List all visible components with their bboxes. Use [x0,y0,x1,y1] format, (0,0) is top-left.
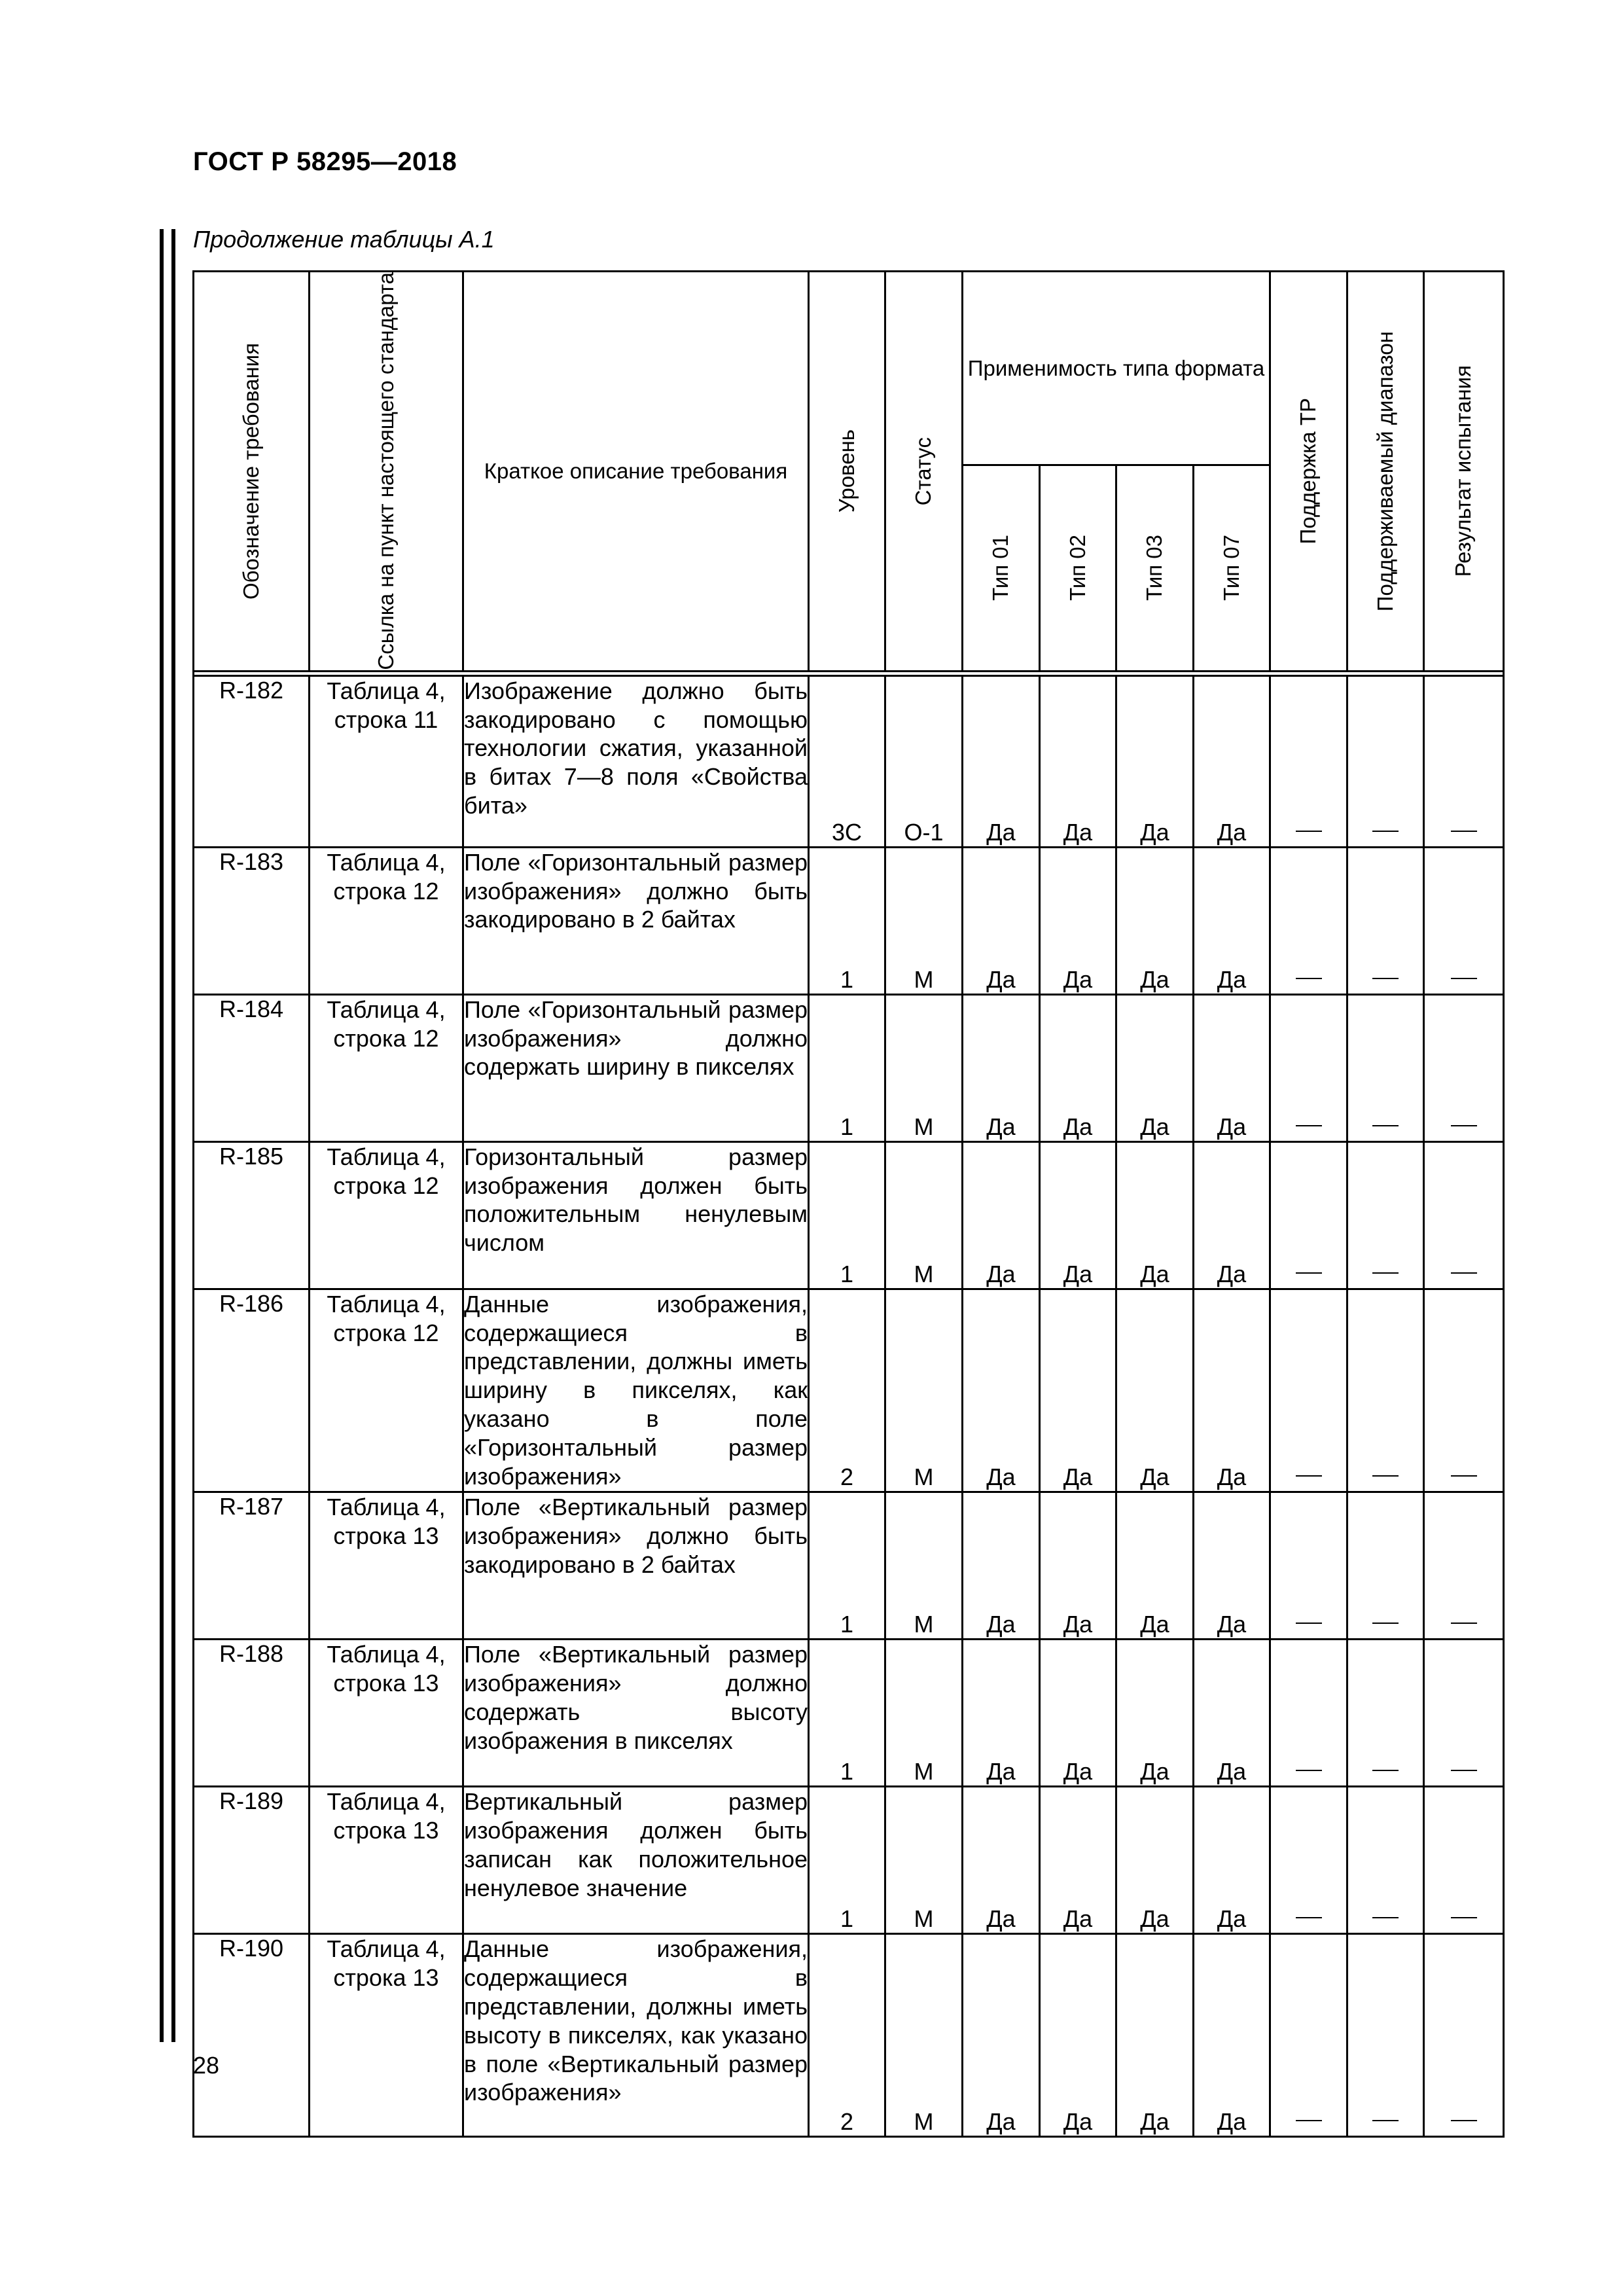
row-id: R-190 [194,1933,310,2136]
row-type-07: Да [1194,1639,1270,1786]
row-type-03: Да [1116,1933,1194,2136]
row-type-01: Да [963,675,1040,847]
row-desc: Поле «Вертикальный размер изображения» должно содержать высоту изображения в пикселях [463,1639,809,1786]
row-level: 1 [809,1639,885,1786]
row-desc: Вертикальный размер изображения должен быть записан как положительное ненулевое значение [463,1786,809,1933]
row-level: 1 [809,994,885,1141]
row-type-03: Да [1116,847,1194,994]
row-ref: Таблица 4, строка 12 [310,1289,463,1492]
row-ref: Таблица 4, строка 12 [310,847,463,994]
header-range: Поддерживаемый диапазон [1347,272,1424,672]
header-type-01: Тип 01 [963,465,1040,671]
dash-mark [1296,978,1322,979]
row-type-02: Да [1040,1639,1116,1786]
row-ref: Таблица 4, строка 13 [310,1492,463,1639]
row-tr [1270,1786,1347,1933]
row-type-02: Да [1040,1289,1116,1492]
row-desc: Поле «Вертикальный размер изображения» должно быть закодировано в 2 байтах [463,1492,809,1639]
row-result [1424,1639,1504,1786]
dash-mark [1372,1272,1399,1274]
row-range [1347,1141,1424,1289]
row-result [1424,1141,1504,1289]
dash-mark [1372,1475,1399,1477]
row-type-03: Да [1116,994,1194,1141]
row-type-02: Да [1040,675,1116,847]
row-ref: Таблица 4, строка 11 [310,675,463,847]
row-type-03: Да [1116,1289,1194,1492]
row-type-02: Да [1040,1141,1116,1289]
row-id: R-184 [194,994,310,1141]
header-type-02: Тип 02 [1040,465,1116,671]
dash-mark [1451,1272,1477,1274]
row-type-01: Да [963,1786,1040,1933]
row-ref: Таблица 4, строка 13 [310,1639,463,1786]
row-range [1347,1289,1424,1492]
row-result [1424,1289,1504,1492]
revision-bar-right [171,229,175,2042]
document-title: ГОСТ Р 58295—2018 [193,147,457,176]
row-range [1347,847,1424,994]
row-status: M [885,1786,963,1933]
header-separator [194,671,1504,675]
row-result [1424,1786,1504,1933]
dash-mark [1372,1917,1399,1918]
row-type-02: Да [1040,1786,1116,1933]
row-desc: Горизонтальный размер изображения должен быть положительным ненулевым числом [463,1141,809,1289]
row-status: O-1 [885,675,963,847]
table-row [194,1786,1504,1933]
dash-mark [1296,1917,1322,1918]
dash-mark [1372,1770,1399,1771]
header-type-07: Тип 07 [1194,465,1270,671]
dash-mark [1372,831,1399,832]
row-ref: Таблица 4, строка 12 [310,1141,463,1289]
table-row [194,1492,1504,1639]
table-row [194,1289,1504,1492]
row-tr [1270,847,1347,994]
table-row [194,1141,1504,1289]
dash-mark [1451,831,1477,832]
row-id: R-185 [194,1141,310,1289]
row-type-07: Да [1194,847,1270,994]
table-row [194,675,1504,847]
header-id: Обозначение требования [194,272,310,672]
row-type-03: Да [1116,1492,1194,1639]
dash-mark [1372,1125,1399,1126]
dash-mark [1296,1770,1322,1771]
row-tr [1270,1492,1347,1639]
row-type-01: Да [963,1639,1040,1786]
row-type-01: Да [963,994,1040,1141]
row-desc: Поле «Горизонтальный размер изображения» должно содержать ширину в пикселях [463,994,809,1141]
dash-mark [1296,1475,1322,1477]
revision-bar-left [160,229,164,2042]
header-ref: Ссылка на пункт настоящего стандарта [310,272,463,672]
row-desc: Изображение должно быть закодировано с помощью технологии сжатия, указанной в битах 7—8 поля «Свойства бита» [463,675,809,847]
row-level: 2 [809,1289,885,1492]
header-level: Уровень [809,272,885,672]
row-type-01: Да [963,1492,1040,1639]
dash-mark [1372,978,1399,979]
page-number: 28 [193,2052,220,2079]
row-tr [1270,1933,1347,2136]
row-desc: Данные изображения, содержащиеся в представлении, должны иметь высоту в пикселях, как указано в поле «Вертикальный размер изображения» [463,1933,809,2136]
table-row [194,1933,1504,2136]
dash-mark [1451,1623,1477,1624]
header-type-03: Тип 03 [1116,465,1194,671]
header-result: Результат испытания [1424,272,1504,672]
row-id: R-186 [194,1289,310,1492]
row-status: M [885,1492,963,1639]
row-status: M [885,1141,963,1289]
row-range [1347,1492,1424,1639]
row-level: 1 [809,1786,885,1933]
row-result [1424,675,1504,847]
row-level: 1 [809,847,885,994]
dash-mark [1451,1917,1477,1918]
row-id: R-183 [194,847,310,994]
row-range [1347,1639,1424,1786]
row-desc: Поле «Горизонтальный размер изображения» должно быть закодировано в 2 байтах [463,847,809,994]
row-range [1347,1933,1424,2136]
row-ref: Таблица 4, строка 13 [310,1786,463,1933]
row-range [1347,1786,1424,1933]
dash-mark [1451,1770,1477,1771]
row-result [1424,994,1504,1141]
row-level: 3C [809,675,885,847]
row-id: R-188 [194,1639,310,1786]
row-type-03: Да [1116,1639,1194,1786]
header-desc: Краткое описание требования [463,272,809,672]
row-level: 2 [809,1933,885,2136]
row-status: M [885,994,963,1141]
row-type-07: Да [1194,675,1270,847]
row-level: 1 [809,1492,885,1639]
row-type-02: Да [1040,1492,1116,1639]
table-row [194,1639,1504,1786]
row-type-01: Да [963,1289,1040,1492]
dash-mark [1296,2120,1322,2121]
dash-mark [1372,2120,1399,2121]
row-range [1347,675,1424,847]
requirements-table [192,270,1505,2138]
row-type-07: Да [1194,1933,1270,2136]
row-tr [1270,1289,1347,1492]
table-caption: Продолжение таблицы А.1 [193,226,495,253]
dash-mark [1451,2120,1477,2121]
row-type-02: Да [1040,847,1116,994]
row-ref: Таблица 4, строка 12 [310,994,463,1141]
row-tr [1270,994,1347,1141]
row-type-07: Да [1194,1289,1270,1492]
dash-mark [1296,1272,1322,1274]
row-result [1424,847,1504,994]
row-result [1424,1933,1504,2136]
row-range [1347,994,1424,1141]
dash-mark [1296,1623,1322,1624]
dash-mark [1296,831,1322,832]
row-id: R-182 [194,675,310,847]
row-id: R-189 [194,1786,310,1933]
row-type-07: Да [1194,1141,1270,1289]
row-status: M [885,847,963,994]
row-type-03: Да [1116,1786,1194,1933]
row-type-02: Да [1040,1933,1116,2136]
table-row [194,847,1504,994]
row-type-01: Да [963,1933,1040,2136]
row-tr [1270,1141,1347,1289]
dash-mark [1451,1475,1477,1477]
row-status: M [885,1639,963,1786]
row-tr [1270,675,1347,847]
row-result [1424,1492,1504,1639]
row-type-01: Да [963,847,1040,994]
dash-mark [1372,1623,1399,1624]
row-type-07: Да [1194,994,1270,1141]
dash-mark [1451,1125,1477,1126]
row-type-07: Да [1194,1786,1270,1933]
row-ref: Таблица 4, строка 13 [310,1933,463,2136]
dash-mark [1296,1125,1322,1126]
header-applicability: Применимость типа формата [963,272,1270,465]
row-type-01: Да [963,1141,1040,1289]
row-tr [1270,1639,1347,1786]
row-type-07: Да [1194,1492,1270,1639]
table-row [194,994,1504,1141]
dash-mark [1451,978,1477,979]
row-level: 1 [809,1141,885,1289]
row-id: R-187 [194,1492,310,1639]
header-tr: Поддержка TP [1270,272,1347,672]
row-status: M [885,1289,963,1492]
row-type-02: Да [1040,994,1116,1141]
header-status: Статус [885,272,963,672]
row-desc: Данные изображения, содержащиеся в представлении, должны иметь ширину в пикселях, как указано в поле «Горизонтальный размер изображения» [463,1289,809,1492]
row-type-03: Да [1116,1141,1194,1289]
row-status: M [885,1933,963,2136]
row-type-03: Да [1116,675,1194,847]
